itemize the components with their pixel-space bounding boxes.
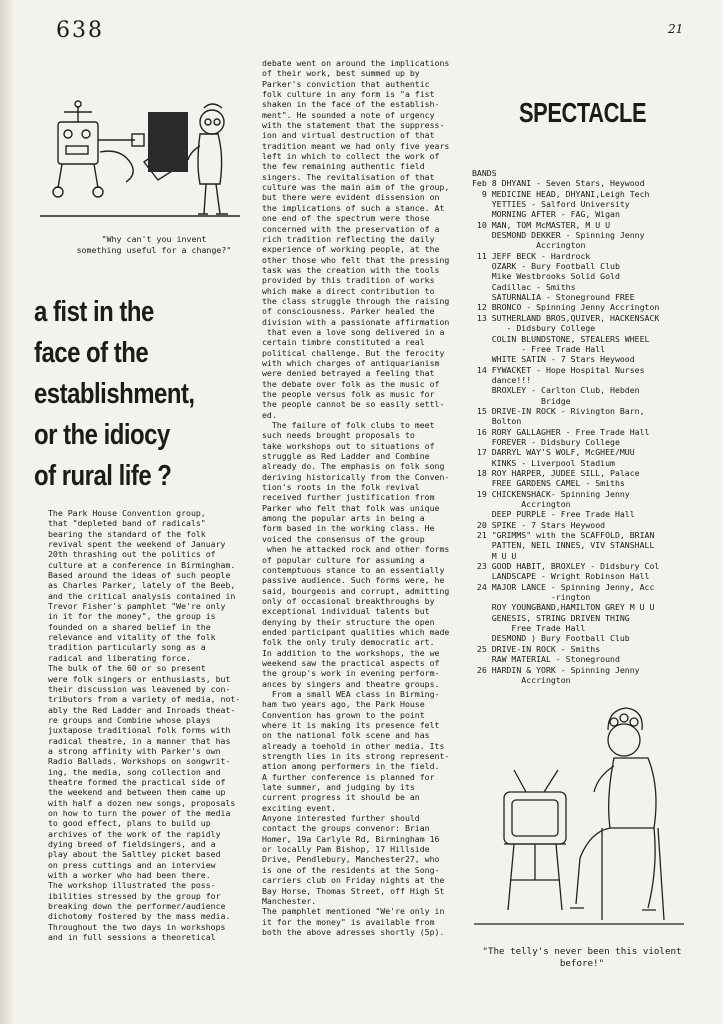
article-text-line: on press cuttings and an interview <box>48 859 216 870</box>
article-text-line: the people cannot be so easily settl- <box>262 399 445 410</box>
article-text-line: voiced the consensus of the group <box>262 533 425 544</box>
article-text-line: folk culture in any form is "a fist <box>262 89 435 100</box>
article-text-line: experience of working people, at the <box>262 244 440 255</box>
article-text-line: play about the Saltley picket based <box>48 849 221 860</box>
article-text-line: form based in the working class. He <box>262 523 435 534</box>
article-text-line: the debate over folk as the music of <box>262 378 440 389</box>
headline-line: or the idiocy <box>34 419 170 451</box>
article-text-line: is one of the residents at the Song- <box>262 864 440 875</box>
article-text-line: Bay Horse, Thomas Street, off High St <box>262 885 445 896</box>
article-text-line: that "depleted band of radicals" <box>48 518 206 529</box>
article-text-line: ham two years ago, the Park House <box>262 699 425 710</box>
article-text-line: were folk singers or enthusiasts, but <box>48 673 231 684</box>
article-text-line: provided by this tradition of works <box>262 275 435 286</box>
article-text-line: revival spent the weekend of January <box>48 539 226 550</box>
gig-listing-line: dance!!! <box>472 374 532 385</box>
article-text-line: shaken in the face of the establish- <box>262 99 440 110</box>
article-text-line: radical theatre, in a manner that has <box>48 735 231 746</box>
article-text-line: ed. <box>262 409 277 420</box>
cartoon-caption-line: "Why can't you invent <box>101 234 207 244</box>
article-text-line: the class struggle through the raising <box>262 295 450 306</box>
article-text-line: relevance and vitality of the folk <box>48 632 216 643</box>
gig-listing-line: 10 MAN, TOM McMASTER, M U U <box>472 219 611 230</box>
television-cartoon-illustration <box>474 700 684 940</box>
article-text-line: The pamphlet mentioned "We're only in <box>262 906 445 917</box>
robot-cartoon-illustration <box>40 92 240 222</box>
article-column-2 <box>262 58 449 937</box>
tv-caption-line: "The telly's never been this violent <box>482 946 682 957</box>
article-text-line: Parker who felt that folk was unique <box>262 502 440 513</box>
article-text-line: Throughout the two days in workshops <box>48 921 226 932</box>
article-text-line: singers. The revitalisation of that <box>262 171 435 182</box>
headline-line: establishment, <box>34 378 195 410</box>
article-text-line: Based around the ideas of such people <box>48 570 231 581</box>
article-text-line: already a toehold in other media. Its <box>262 740 445 751</box>
article-text-line: dying breed of fieldsingers, and a <box>48 839 216 849</box>
article-text-line: culture was the main aim of the group, <box>262 182 450 193</box>
article-text-line: to good effect, plans to build up <box>48 818 211 829</box>
tv-cartoon-caption <box>452 946 712 970</box>
article-text-line: ibilities stressed by the group for <box>48 890 221 901</box>
gig-listing-line: Mike Westbrooks Solid Gold <box>472 271 620 282</box>
article-text-line: were denied betrayed a feeling that <box>262 368 435 379</box>
article-text-line: ended participant qualities which made <box>262 626 450 637</box>
gig-listing-line: 25 DRIVE-IN ROCK - Smiths <box>472 643 601 654</box>
article-text-line: From a small WEA class in Birming- <box>262 688 440 699</box>
article-text-line: ion and virtual destruction of that <box>262 130 435 141</box>
article-text-line: the few remaining authentic field <box>262 161 425 172</box>
article-text-line: that even a love song delivered in a <box>262 326 445 337</box>
gig-listing-line: 23 GOOD HABIT, BROXLEY - Didsbury Col <box>472 561 660 572</box>
article-text-line: The workshop illustrated the poss- <box>48 880 216 891</box>
article-text-line: tradition meant we had only five years <box>262 140 450 151</box>
article-text-line: weekend saw the practical aspects of <box>262 657 440 668</box>
article-text-line: of consciousness. Parker healed the <box>262 306 435 317</box>
robot-figure <box>53 101 144 197</box>
article-text-line: Radio Ballads. Workshops on songwrit- <box>48 756 231 767</box>
article-text-line: passive audience. Such forms were, he <box>262 575 445 586</box>
gig-listing-line: - Didsbury College <box>472 323 596 334</box>
gig-listing-line: 20 SPIKE - 7 Stars Heywood <box>472 519 606 530</box>
article-text-line: and the critical analysis contained in <box>48 590 236 601</box>
gig-listing-line: YETTIES - Salford University <box>472 199 630 210</box>
article-text-line: task was the creation with the tools <box>262 264 440 275</box>
article-text-line: re groups and Combine whose plays <box>48 714 211 725</box>
article-text-line: in it for the money", the group is <box>48 611 216 622</box>
gig-listing-line: Accrington <box>472 499 571 509</box>
gig-listing-line: 15 DRIVE-IN ROCK - Rivington Barn, <box>472 405 645 416</box>
gig-listing-line: 16 RORY GALLAGHER - Free Trade Hall <box>472 426 650 437</box>
article-text-line: denying by their structure the open <box>262 616 435 627</box>
gig-listing-line: RAW MATERIAL - Stoneground <box>472 654 620 665</box>
article-text-line: of popular culture for assuming a <box>262 554 425 565</box>
gig-listing-line: M U U <box>472 550 517 561</box>
gig-listing-line: 18 ROY HARPER, JUDEE SILL, Palace <box>472 467 640 478</box>
gig-listing-line: PATTEN, NEIL INNES, VIV STANSHALL <box>472 540 655 551</box>
gig-listing-line: BANDS <box>472 168 497 178</box>
article-text-line: The Park House Convention group, <box>48 508 206 518</box>
article-text-line: or locally Pam Bishop, 17 Hillside <box>262 844 430 855</box>
article-text-line: In addition to the workshops, the we <box>262 647 440 658</box>
tv-caption-line: before!" <box>559 958 605 969</box>
article-text-line: contemptuous stance to an essentially <box>262 564 445 575</box>
headline-line: a fist in the <box>34 296 154 328</box>
gig-listing-line: Accrington <box>472 674 571 685</box>
article-text-line: tributors from a variety of media, not- <box>48 694 241 705</box>
article-text-line: certain timbre constituted a real <box>262 337 425 348</box>
article-text-line: with the statement that the suppress- <box>262 120 445 131</box>
seated-woman-figure <box>570 708 664 920</box>
page-number-right: 21 <box>668 22 684 36</box>
article-text-line: contact the groups convenor: Brian <box>262 823 430 834</box>
gig-listing-line: SATURNALIA - Stoneground FREE <box>472 292 635 303</box>
article-text-line: radical and liberating force. <box>48 652 191 663</box>
article-text-line: as Charles Parker, lately of the Beeb, <box>48 580 236 591</box>
article-text-line: with half a dozen new songs, proposals <box>48 797 236 808</box>
article-text-line: deriving historically from the Conven- <box>262 471 450 482</box>
article-text-line: exciting event. <box>262 802 336 813</box>
article-text-line: take workshops out to situations of <box>262 440 435 451</box>
article-text-line: of their work, best summed up by <box>262 68 420 79</box>
gig-listing-line: 21 "GRIMMS" with the SCAFFOLD, BRIAN <box>472 530 655 541</box>
article-headline <box>34 292 202 497</box>
article-text-line: the weekend and between them came up <box>48 787 226 798</box>
article-text-line: such needs brought proposals to <box>262 430 415 441</box>
article-text-line: culture at a conference in Birmingham. <box>48 559 236 570</box>
gig-listing-line: KINKS - Liverpool Stadium <box>472 457 615 468</box>
gig-listing-line: BROXLEY - Carlton Club, Hebden <box>472 385 640 396</box>
article-text-line: and in full sessions a theoretical <box>48 932 216 943</box>
article-text-line: Parker's conviction that authentic <box>262 78 430 89</box>
gig-listing-line: 12 BRONCO - Spinning Jenny Accrington <box>472 302 660 313</box>
article-text-line: founded on a shared belief in the <box>48 621 211 632</box>
article-text-line: received further justification from <box>262 492 435 503</box>
cartoon-caption <box>48 234 260 256</box>
article-text-line: on the national folk scene and has <box>262 730 430 741</box>
article-text-line: Homer, 19a Carlyle Rd, Birmingham 16 <box>262 833 440 844</box>
gig-listing-line: -rington <box>472 592 591 603</box>
gig-listing-line: ROY YOUNGBAND,HAMILTON GREY M U U <box>472 602 655 613</box>
television-set <box>504 770 566 910</box>
article-text-line: current progress it should be an <box>262 792 420 803</box>
article-text-line: with a worker who had been there. <box>48 870 211 881</box>
spectacle-heading: SPECTACLE <box>519 97 647 128</box>
gig-listing-line: 26 HARDIN & YORK - Spinning Jenny <box>472 664 640 675</box>
article-text-line: ation among performers in the field. <box>262 761 440 772</box>
article-text-line: it for the money" is available from <box>262 916 435 927</box>
article-text-line: but there were evident dissension on <box>262 192 440 203</box>
article-text-line: theatre formed the practical side of <box>48 776 226 787</box>
article-text-line: The failure of folk clubs to meet <box>262 420 435 431</box>
gig-listing-line: Feb 8 DHYANI - Seven Stars, Heywood <box>472 178 645 189</box>
gig-listing-line: Accrington <box>472 240 586 251</box>
gig-listing-line: 17 DARRYL WAY'S WOLF, McGHEE/MUU <box>472 447 635 458</box>
article-text-line: ably the Red Ladder and Inroads theat- <box>48 704 236 715</box>
gig-listing-line: Bolton <box>472 416 522 427</box>
article-text-line: with which charges of antiquarianism <box>262 357 440 368</box>
article-text-line: A further conference is planned for <box>262 771 435 782</box>
article-text-line: juxtapose traditional folk forms with <box>48 725 231 736</box>
article-text-line: ment". He sounded a note of urgency <box>262 109 435 120</box>
article-text-line: strength lies in its strong represent- <box>262 751 450 762</box>
headline-line: of rural life ? <box>34 460 172 492</box>
page-fold-shadow <box>0 0 14 1024</box>
article-text-line: other those who felt that the pressing <box>262 254 450 265</box>
article-text-line: only of occasional breakthroughs by <box>262 595 435 606</box>
article-text-line: tradition particularly song as a <box>48 642 206 653</box>
article-text-line: the group's work in evening perform- <box>262 668 440 679</box>
gig-listing-line: 14 FYWACKET - Hope Hospital Nurses <box>472 364 645 375</box>
article-text-line: folk the only truly democratic art. <box>262 637 435 648</box>
article-text-line: Trevor Fisher's pamphlet "We're only <box>48 601 226 612</box>
headline-line: face of the <box>34 337 149 369</box>
article-text-line: among the popular arts in being a <box>262 513 425 524</box>
article-text-line: said, bourgeois and corrupt, admitting <box>262 585 450 596</box>
article-text-line: breaking down the performer/audience <box>48 901 226 912</box>
gig-listing-line: COLIN BLUNDSTONE, STEALERS WHEEL <box>472 333 650 344</box>
gig-listing-line: LANDSCAPE - Wright Robinson Hall <box>472 571 650 582</box>
article-text-line: Convention has grown to the point <box>262 709 425 720</box>
gig-listing-line: MORNING AFTER - FAG, Wigan <box>472 209 620 220</box>
page-number-left: 638 <box>56 18 104 43</box>
article-text-line: bearing the standard of the folk <box>48 528 206 539</box>
article-text-line: the implications of such a stance. At <box>262 202 445 213</box>
article-text-line: their discussion was leavened by con- <box>48 683 231 694</box>
article-text-line: on how to turn the power of the media <box>48 807 231 818</box>
gig-listing-line: 13 SUTHERLAND BROS,QUIVER, HACKENSACK <box>472 312 660 323</box>
gig-listing-line: 19 CHICKENSHACK- Spinning Jenny <box>472 488 630 499</box>
article-text-line: rich tradition reflecting the daily <box>262 233 435 244</box>
gig-listings-column <box>472 168 659 685</box>
article-text-line: the people versus folk as music for <box>262 389 435 399</box>
gig-listing-line: 9 MEDICINE HEAD, DHYANI,Leigh Tech <box>472 188 650 199</box>
article-text-line: both the above adresses shortly (5p). <box>262 926 445 937</box>
article-text-line: one end of the spectrum were those <box>262 213 430 224</box>
article-text-line: carriers club on Friday nights at the <box>262 875 445 886</box>
article-text-line: a strong affinity with Parker's own <box>48 745 221 756</box>
gig-listing-line: DEEP PURPLE - Free Trade Hall <box>472 509 635 520</box>
gig-listing-line: - Free Trade Hall <box>472 343 606 354</box>
article-text-line: division with a passionate affirmation <box>262 316 450 327</box>
article-text-line: archives of the work of the rapidly <box>48 828 221 839</box>
gig-listing-line: DESMOND DEKKER - Spinning Jenny <box>472 230 645 241</box>
article-text-line: tion's roots in the folk revival <box>262 482 420 493</box>
article-text-line: when he attacked rock and other forms <box>262 544 450 555</box>
article-text-line: which make a direct contribution to <box>262 285 435 296</box>
article-text-line: exceptional individual talents but <box>262 606 430 617</box>
gig-listing-line: FREE GARDENS CAMEL - Smiths <box>472 478 625 489</box>
article-text-line: where it is making its presence felt <box>262 720 440 730</box>
gig-listing-line: Bridge <box>472 395 571 406</box>
article-text-line: ing, the media, song collection and <box>48 766 221 777</box>
article-text-line: Drive, Pendlebury, Manchester27, who <box>262 854 440 865</box>
gig-listing-line: Cadillac - Smiths <box>472 281 576 292</box>
article-text-line: already do. The emphasis on folk song <box>262 461 445 472</box>
gig-listing-line: GENESIS, STRING DRIVEN THING <box>472 612 630 623</box>
article-text-line: Manchester. <box>262 895 317 906</box>
article-text-line: political challenge. But the ferocity <box>262 347 445 358</box>
article-text-line: ances by singers and theatre groups. <box>262 678 440 689</box>
article-column-1 <box>48 508 240 942</box>
article-text-line: 20th thrashing out the politics of <box>48 549 216 560</box>
gig-listing-line: WHITE SATIN - 7 Stars Heywood <box>472 354 635 365</box>
article-text-line: concerned with the preservation of a <box>262 223 440 234</box>
article-text-line: left in which to collect the work of <box>262 151 440 162</box>
article-text-line: struggle as Red Ladder and Combine <box>262 451 430 462</box>
professor-figure <box>148 104 228 214</box>
gig-listing-line: Free Trade Hall <box>472 623 586 634</box>
article-text-line: dichotomy fostered by the mass media. <box>48 911 231 922</box>
gig-listing-line: 11 JEFF BECK - Hardrock <box>472 250 591 261</box>
gig-listing-line: FOREVER - Didsbury College <box>472 436 620 447</box>
gig-listing-line: OZARK - Bury Football Club <box>472 261 620 272</box>
gig-listing-line: DESMOND ) Bury Football Club <box>472 633 630 644</box>
article-text-line: The bulk of the 60 or so present <box>48 663 206 674</box>
article-text-line: late summer, and judging by its <box>262 782 415 793</box>
cartoon-caption-line: something useful for a change?" <box>76 245 232 255</box>
article-text-line: debate went on around the implications <box>262 58 450 68</box>
article-text-line: Anyone interested further should <box>262 813 420 824</box>
gig-listing-line: 24 MAJOR LANCE - Spinning Jenny, Acc <box>472 581 655 592</box>
